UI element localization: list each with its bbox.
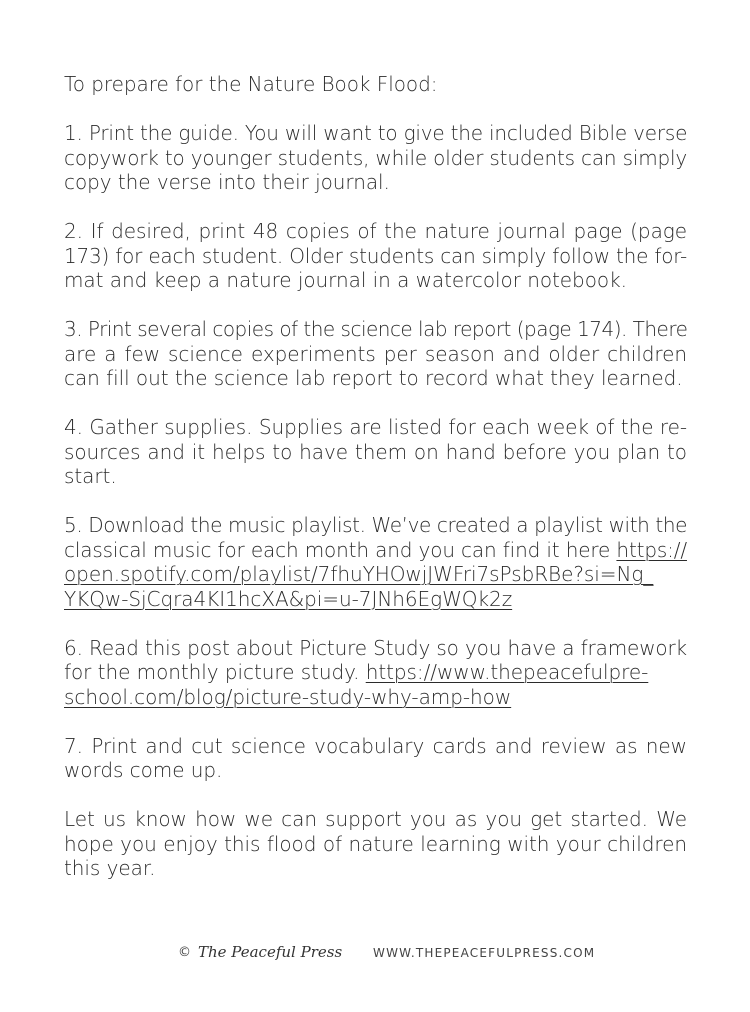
step-5-text: classical music for each month and you can find it here xyxy=(64,537,617,562)
spotify-playlist-link[interactable]: https:// xyxy=(616,537,687,562)
picture-study-link[interactable]: https://www.thepeacefulpre- xyxy=(365,660,649,684)
website-url: WWW.THEPEACEFULPRESS.COM xyxy=(373,946,596,960)
step-6-line xyxy=(64,685,687,710)
step-1-line: copy the verse into their journal. xyxy=(64,170,390,194)
step-7-line: words come up. xyxy=(64,758,223,782)
document-body xyxy=(64,72,687,881)
intro-heading: To prepare for the Nature Book Flood: xyxy=(64,72,438,96)
spotify-playlist-link[interactable]: open.spotify.com/playlist/7fhuYHOwjJWFri7sPsbRBe?si=Ng_ xyxy=(64,562,654,586)
step-3-line: are a few science experiments per season and older children xyxy=(64,341,687,366)
step-3 xyxy=(64,317,687,391)
step-7-line: 7. Print and cut science vocabulary cards and review as new xyxy=(64,733,687,758)
step-1 xyxy=(64,121,687,195)
picture-study-link[interactable]: school.com/blog/picture-study-why-amp-how xyxy=(64,684,512,709)
page-footer xyxy=(0,943,750,965)
step-3-line: can fill out the science lab report to record what they learned. xyxy=(64,366,683,390)
closing-paragraph xyxy=(64,807,687,881)
brand-logo-text: The Peaceful Press xyxy=(198,943,343,961)
step-2-line: 2. If desired, print 48 copies of the nature journal page (page xyxy=(64,219,687,243)
step-6-line: 6. Read this post about Picture Study so you have a framework xyxy=(64,635,687,660)
step-6 xyxy=(64,636,687,710)
step-4-line: 4. Gather supplies. Supplies are listed for each week of the re- xyxy=(64,415,687,439)
step-4-line: sources and it helps to have them on hand before you plan to xyxy=(64,439,687,464)
step-4 xyxy=(64,415,687,489)
copyright-symbol: © xyxy=(178,945,191,960)
step-2-line: mat and keep a nature journal in a watercolor notebook. xyxy=(64,268,627,292)
step-5-line xyxy=(64,562,687,587)
step-2 xyxy=(64,219,687,293)
spotify-playlist-link[interactable]: YKQw-SjCqra4KI1hcXA&pi=u-7JNh6EgWQk2z xyxy=(64,586,513,611)
step-3-line: 3. Print several copies of the science lab report (page 174). There xyxy=(64,317,688,341)
step-5 xyxy=(64,513,687,611)
step-5-line xyxy=(64,587,687,612)
step-6-text: for the monthly picture study. xyxy=(64,660,366,684)
step-5-line xyxy=(64,538,687,563)
closing-line: hope you enjoy this flood of nature learning with your children xyxy=(64,831,687,856)
step-4-line: start. xyxy=(64,464,117,488)
step-2-line: 173) for each student. Older students can simply follow the for- xyxy=(64,243,688,268)
step-1-line: 1. Print the guide. You will want to give the included Bible verse xyxy=(64,121,688,145)
step-1-line: copywork to younger students, while older students can simply xyxy=(64,145,688,170)
step-6-line xyxy=(64,660,687,685)
closing-line: Let us know how we can support you as you get started. We xyxy=(64,807,687,831)
closing-line: this year. xyxy=(64,856,156,880)
step-5-line: 5. Download the music playlist. We’ve created a playlist with the xyxy=(64,513,687,537)
step-7 xyxy=(64,734,687,783)
